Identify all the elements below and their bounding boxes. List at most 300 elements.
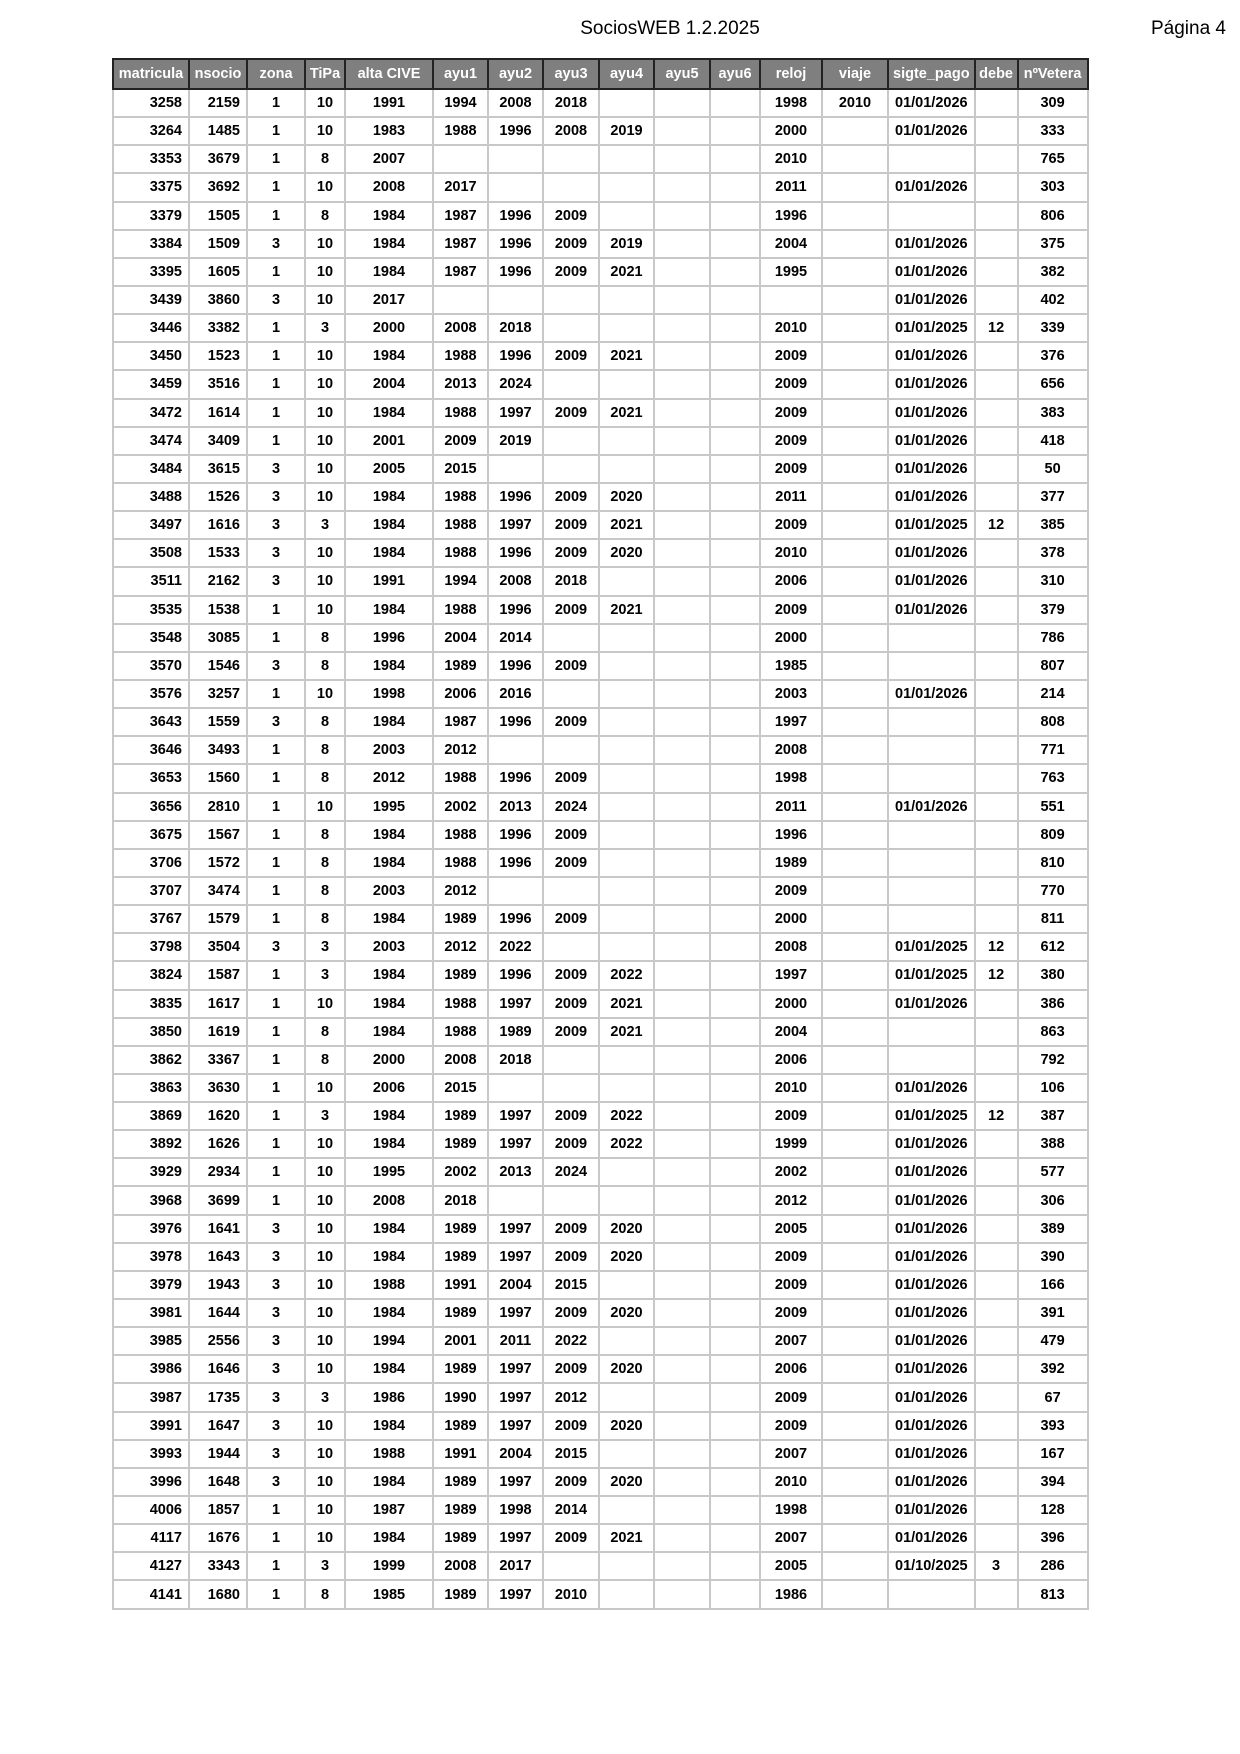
table-row bbox=[113, 1158, 1088, 1186]
cell-ayu3: 2009 bbox=[543, 1215, 599, 1243]
cell-debe: 12 bbox=[975, 1102, 1018, 1130]
cell-ayu2: 1996 bbox=[488, 230, 543, 258]
cell-ayu5 bbox=[654, 1468, 710, 1496]
cell-viaje bbox=[822, 286, 888, 314]
cell-ayu2 bbox=[488, 455, 543, 483]
cell-debe: 12 bbox=[975, 511, 1018, 539]
cell-viaje bbox=[822, 258, 888, 286]
cell-ayu2: 1996 bbox=[488, 539, 543, 567]
cell-alta-cive: 2006 bbox=[345, 1074, 433, 1102]
cell-alta-cive: 1999 bbox=[345, 1552, 433, 1580]
cell-debe bbox=[975, 230, 1018, 258]
cell-sigte-pago: 01/01/2026 bbox=[888, 89, 975, 117]
cell-nsocio: 1644 bbox=[189, 1299, 247, 1327]
cell-tipa: 10 bbox=[305, 1412, 345, 1440]
cell-tipa: 3 bbox=[305, 314, 345, 342]
cell-debe bbox=[975, 202, 1018, 230]
cell-ayu1: 2012 bbox=[433, 933, 488, 961]
cell-tipa: 3 bbox=[305, 1102, 345, 1130]
cell-ayu3: 2024 bbox=[543, 1158, 599, 1186]
cell-nsocio: 2934 bbox=[189, 1158, 247, 1186]
cell-alta-cive: 2017 bbox=[345, 286, 433, 314]
cell-ayu4: 2020 bbox=[599, 1299, 654, 1327]
cell-matricula: 3987 bbox=[113, 1383, 189, 1411]
cell-sigte-pago: 01/01/2026 bbox=[888, 455, 975, 483]
cell-nsocio: 3382 bbox=[189, 314, 247, 342]
cell-nvetera: 167 bbox=[1018, 1440, 1088, 1468]
cell-debe bbox=[975, 821, 1018, 849]
cell-ayu1: 1988 bbox=[433, 483, 488, 511]
cell-viaje bbox=[822, 1552, 888, 1580]
cell-sigte-pago: 01/01/2026 bbox=[888, 117, 975, 145]
cell-nsocio: 3692 bbox=[189, 173, 247, 201]
cell-zona: 1 bbox=[247, 877, 305, 905]
cell-ayu3: 2009 bbox=[543, 202, 599, 230]
cell-matricula: 3767 bbox=[113, 905, 189, 933]
cell-alta-cive: 2007 bbox=[345, 145, 433, 173]
cell-alta-cive: 1984 bbox=[345, 596, 433, 624]
cell-sigte-pago: 01/01/2026 bbox=[888, 1271, 975, 1299]
cell-ayu6 bbox=[710, 202, 760, 230]
table-row bbox=[113, 511, 1088, 539]
cell-ayu3 bbox=[543, 624, 599, 652]
cell-ayu4 bbox=[599, 1074, 654, 1102]
cell-sigte-pago: 01/01/2026 bbox=[888, 1074, 975, 1102]
cell-ayu4: 2021 bbox=[599, 399, 654, 427]
cell-ayu1: 1994 bbox=[433, 89, 488, 117]
cell-ayu4: 2020 bbox=[599, 1355, 654, 1383]
cell-alta-cive: 2000 bbox=[345, 1046, 433, 1074]
cell-ayu6 bbox=[710, 1580, 760, 1608]
cell-nsocio: 1619 bbox=[189, 1018, 247, 1046]
cell-reloj: 2011 bbox=[760, 173, 822, 201]
cell-alta-cive: 1984 bbox=[345, 483, 433, 511]
cell-reloj: 2007 bbox=[760, 1327, 822, 1355]
col-header-sigte-pago: sigte_pago bbox=[888, 59, 975, 89]
cell-ayu4: 2019 bbox=[599, 230, 654, 258]
cell-tipa: 10 bbox=[305, 230, 345, 258]
cell-sigte-pago bbox=[888, 821, 975, 849]
cell-ayu2 bbox=[488, 1074, 543, 1102]
cell-tipa: 10 bbox=[305, 370, 345, 398]
cell-nsocio: 1605 bbox=[189, 258, 247, 286]
cell-alta-cive: 1984 bbox=[345, 961, 433, 989]
cell-nvetera: 479 bbox=[1018, 1327, 1088, 1355]
cell-matricula: 3706 bbox=[113, 849, 189, 877]
cell-ayu3 bbox=[543, 736, 599, 764]
cell-ayu2: 1996 bbox=[488, 202, 543, 230]
cell-reloj: 2010 bbox=[760, 1074, 822, 1102]
cell-reloj: 2012 bbox=[760, 1186, 822, 1214]
cell-ayu2: 1996 bbox=[488, 821, 543, 849]
cell-viaje bbox=[822, 202, 888, 230]
cell-debe bbox=[975, 1074, 1018, 1102]
cell-ayu1: 1990 bbox=[433, 1383, 488, 1411]
cell-ayu1: 1989 bbox=[433, 652, 488, 680]
cell-ayu5 bbox=[654, 427, 710, 455]
cell-ayu5 bbox=[654, 764, 710, 792]
cell-ayu4 bbox=[599, 877, 654, 905]
cell-matricula: 3258 bbox=[113, 89, 189, 117]
cell-tipa: 10 bbox=[305, 1327, 345, 1355]
col-header-debe: debe bbox=[975, 59, 1018, 89]
cell-nsocio: 3860 bbox=[189, 286, 247, 314]
cell-reloj: 1998 bbox=[760, 1496, 822, 1524]
cell-matricula: 3979 bbox=[113, 1271, 189, 1299]
cell-alta-cive: 2003 bbox=[345, 736, 433, 764]
cell-matricula: 3656 bbox=[113, 793, 189, 821]
cell-tipa: 10 bbox=[305, 399, 345, 427]
cell-debe: 12 bbox=[975, 961, 1018, 989]
cell-alta-cive: 2003 bbox=[345, 877, 433, 905]
cell-ayu4: 2020 bbox=[599, 1412, 654, 1440]
cell-sigte-pago: 01/01/2026 bbox=[888, 1186, 975, 1214]
cell-tipa: 10 bbox=[305, 990, 345, 1018]
cell-matricula: 3472 bbox=[113, 399, 189, 427]
cell-viaje bbox=[822, 1074, 888, 1102]
cell-debe bbox=[975, 1271, 1018, 1299]
cell-ayu4 bbox=[599, 1327, 654, 1355]
cell-tipa: 10 bbox=[305, 1468, 345, 1496]
cell-matricula: 3459 bbox=[113, 370, 189, 398]
cell-ayu6 bbox=[710, 1243, 760, 1271]
cell-ayu1: 1989 bbox=[433, 1215, 488, 1243]
cell-ayu6 bbox=[710, 933, 760, 961]
cell-sigte-pago: 01/01/2025 bbox=[888, 933, 975, 961]
cell-debe bbox=[975, 567, 1018, 595]
cell-ayu1: 2008 bbox=[433, 314, 488, 342]
table-row bbox=[113, 258, 1088, 286]
table-row bbox=[113, 145, 1088, 173]
cell-zona: 3 bbox=[247, 1412, 305, 1440]
cell-ayu6 bbox=[710, 1440, 760, 1468]
cell-viaje bbox=[822, 1102, 888, 1130]
cell-ayu3: 2009 bbox=[543, 990, 599, 1018]
cell-debe: 12 bbox=[975, 314, 1018, 342]
cell-ayu3: 2009 bbox=[543, 1130, 599, 1158]
cell-nvetera: 810 bbox=[1018, 849, 1088, 877]
cell-ayu2 bbox=[488, 173, 543, 201]
cell-ayu4 bbox=[599, 286, 654, 314]
cell-ayu2 bbox=[488, 877, 543, 905]
cell-matricula: 3576 bbox=[113, 680, 189, 708]
cell-zona: 3 bbox=[247, 1355, 305, 1383]
cell-ayu4 bbox=[599, 427, 654, 455]
cell-ayu3: 2010 bbox=[543, 1580, 599, 1608]
cell-alta-cive: 1984 bbox=[345, 342, 433, 370]
cell-ayu1: 1989 bbox=[433, 1524, 488, 1552]
cell-ayu3: 2009 bbox=[543, 596, 599, 624]
cell-ayu4 bbox=[599, 1552, 654, 1580]
cell-debe: 12 bbox=[975, 933, 1018, 961]
cell-ayu5 bbox=[654, 1271, 710, 1299]
cell-ayu6 bbox=[710, 624, 760, 652]
cell-ayu1: 1987 bbox=[433, 202, 488, 230]
cell-nsocio: 3615 bbox=[189, 455, 247, 483]
cell-ayu5 bbox=[654, 680, 710, 708]
cell-viaje bbox=[822, 652, 888, 680]
cell-ayu6 bbox=[710, 1552, 760, 1580]
cell-reloj: 1997 bbox=[760, 708, 822, 736]
cell-viaje bbox=[822, 145, 888, 173]
cell-nsocio: 1509 bbox=[189, 230, 247, 258]
cell-ayu5 bbox=[654, 961, 710, 989]
cell-ayu3 bbox=[543, 145, 599, 173]
cell-ayu2: 1997 bbox=[488, 1468, 543, 1496]
cell-reloj: 1998 bbox=[760, 89, 822, 117]
cell-sigte-pago bbox=[888, 877, 975, 905]
cell-ayu1: 1988 bbox=[433, 539, 488, 567]
cell-ayu6 bbox=[710, 1524, 760, 1552]
cell-nsocio: 1648 bbox=[189, 1468, 247, 1496]
cell-ayu1: 1987 bbox=[433, 258, 488, 286]
cell-ayu1 bbox=[433, 145, 488, 173]
cell-viaje bbox=[822, 961, 888, 989]
cell-matricula: 3985 bbox=[113, 1327, 189, 1355]
cell-ayu5 bbox=[654, 652, 710, 680]
cell-alta-cive: 1984 bbox=[345, 1102, 433, 1130]
table-row bbox=[113, 933, 1088, 961]
cell-nvetera: 333 bbox=[1018, 117, 1088, 145]
cell-nsocio: 1523 bbox=[189, 342, 247, 370]
cell-ayu1: 2012 bbox=[433, 736, 488, 764]
cell-debe bbox=[975, 1215, 1018, 1243]
cell-nsocio: 3367 bbox=[189, 1046, 247, 1074]
cell-ayu1: 1989 bbox=[433, 1243, 488, 1271]
cell-ayu4 bbox=[599, 708, 654, 736]
cell-ayu1: 1989 bbox=[433, 961, 488, 989]
cell-ayu3: 2018 bbox=[543, 567, 599, 595]
cell-ayu1: 1988 bbox=[433, 990, 488, 1018]
cell-nvetera: 806 bbox=[1018, 202, 1088, 230]
cell-tipa: 8 bbox=[305, 877, 345, 905]
cell-ayu4: 2021 bbox=[599, 596, 654, 624]
cell-reloj: 1996 bbox=[760, 821, 822, 849]
cell-alta-cive: 1984 bbox=[345, 258, 433, 286]
cell-ayu2: 1997 bbox=[488, 1412, 543, 1440]
cell-tipa: 10 bbox=[305, 286, 345, 314]
cell-ayu2: 1997 bbox=[488, 511, 543, 539]
cell-nvetera: 394 bbox=[1018, 1468, 1088, 1496]
cell-tipa: 10 bbox=[305, 1355, 345, 1383]
cell-ayu4 bbox=[599, 145, 654, 173]
cell-tipa: 3 bbox=[305, 933, 345, 961]
cell-ayu5 bbox=[654, 455, 710, 483]
cell-nvetera: 375 bbox=[1018, 230, 1088, 258]
table-row bbox=[113, 905, 1088, 933]
cell-reloj bbox=[760, 286, 822, 314]
cell-alta-cive: 1984 bbox=[345, 652, 433, 680]
cell-matricula: 3978 bbox=[113, 1243, 189, 1271]
cell-debe bbox=[975, 342, 1018, 370]
cell-matricula: 3993 bbox=[113, 1440, 189, 1468]
cell-ayu6 bbox=[710, 1412, 760, 1440]
table-row bbox=[113, 1440, 1088, 1468]
cell-nvetera: 380 bbox=[1018, 961, 1088, 989]
table-row bbox=[113, 1130, 1088, 1158]
cell-nvetera: 214 bbox=[1018, 680, 1088, 708]
cell-nvetera: 551 bbox=[1018, 793, 1088, 821]
cell-tipa: 8 bbox=[305, 1018, 345, 1046]
cell-zona: 3 bbox=[247, 1299, 305, 1327]
cell-alta-cive: 1987 bbox=[345, 1496, 433, 1524]
cell-matricula: 3986 bbox=[113, 1355, 189, 1383]
cell-ayu1: 1989 bbox=[433, 1468, 488, 1496]
table-row bbox=[113, 1468, 1088, 1496]
cell-ayu2 bbox=[488, 286, 543, 314]
cell-ayu2 bbox=[488, 736, 543, 764]
cell-ayu6 bbox=[710, 1158, 760, 1186]
cell-ayu2: 1996 bbox=[488, 708, 543, 736]
cell-nvetera: 656 bbox=[1018, 370, 1088, 398]
cell-nvetera: 388 bbox=[1018, 1130, 1088, 1158]
cell-nvetera: 306 bbox=[1018, 1186, 1088, 1214]
cell-ayu3: 2018 bbox=[543, 89, 599, 117]
table-header-row bbox=[113, 59, 1088, 89]
cell-tipa: 10 bbox=[305, 680, 345, 708]
cell-debe bbox=[975, 1327, 1018, 1355]
cell-reloj: 2000 bbox=[760, 624, 822, 652]
cell-ayu5 bbox=[654, 230, 710, 258]
cell-ayu5 bbox=[654, 314, 710, 342]
cell-tipa: 3 bbox=[305, 511, 345, 539]
cell-tipa: 8 bbox=[305, 764, 345, 792]
cell-zona: 1 bbox=[247, 1552, 305, 1580]
cell-nvetera: 393 bbox=[1018, 1412, 1088, 1440]
cell-reloj: 1997 bbox=[760, 961, 822, 989]
cell-ayu2 bbox=[488, 1186, 543, 1214]
cell-nvetera: 763 bbox=[1018, 764, 1088, 792]
cell-sigte-pago: 01/01/2026 bbox=[888, 680, 975, 708]
cell-ayu3 bbox=[543, 286, 599, 314]
cell-debe bbox=[975, 680, 1018, 708]
cell-ayu1: 2012 bbox=[433, 877, 488, 905]
cell-nsocio: 3409 bbox=[189, 427, 247, 455]
cell-ayu4 bbox=[599, 849, 654, 877]
cell-ayu6 bbox=[710, 680, 760, 708]
cell-ayu5 bbox=[654, 1524, 710, 1552]
cell-ayu6 bbox=[710, 399, 760, 427]
cell-ayu6 bbox=[710, 89, 760, 117]
cell-ayu4 bbox=[599, 1186, 654, 1214]
cell-zona: 3 bbox=[247, 483, 305, 511]
cell-sigte-pago: 01/01/2026 bbox=[888, 1327, 975, 1355]
cell-nsocio: 1526 bbox=[189, 483, 247, 511]
cell-ayu4: 2020 bbox=[599, 483, 654, 511]
cell-zona: 1 bbox=[247, 314, 305, 342]
cell-zona: 1 bbox=[247, 736, 305, 764]
cell-ayu4 bbox=[599, 624, 654, 652]
cell-ayu6 bbox=[710, 1355, 760, 1383]
cell-ayu3: 2009 bbox=[543, 905, 599, 933]
cell-ayu4 bbox=[599, 173, 654, 201]
cell-zona: 1 bbox=[247, 202, 305, 230]
cell-ayu1: 2001 bbox=[433, 1327, 488, 1355]
cell-ayu3: 2009 bbox=[543, 1524, 599, 1552]
table-row bbox=[113, 1327, 1088, 1355]
cell-debe bbox=[975, 455, 1018, 483]
cell-tipa: 3 bbox=[305, 1552, 345, 1580]
cell-ayu2: 1998 bbox=[488, 1496, 543, 1524]
cell-ayu1: 1989 bbox=[433, 1130, 488, 1158]
cell-ayu3 bbox=[543, 1186, 599, 1214]
cell-ayu6 bbox=[710, 483, 760, 511]
cell-zona: 3 bbox=[247, 455, 305, 483]
cell-debe bbox=[975, 286, 1018, 314]
cell-reloj: 1985 bbox=[760, 652, 822, 680]
cell-reloj: 2010 bbox=[760, 1468, 822, 1496]
cell-ayu5 bbox=[654, 342, 710, 370]
cell-matricula: 3511 bbox=[113, 567, 189, 595]
cell-viaje bbox=[822, 933, 888, 961]
cell-ayu5 bbox=[654, 1130, 710, 1158]
cell-ayu3: 2009 bbox=[543, 342, 599, 370]
cell-matricula: 3869 bbox=[113, 1102, 189, 1130]
cell-viaje bbox=[822, 511, 888, 539]
cell-ayu2: 2008 bbox=[488, 89, 543, 117]
cell-sigte-pago: 01/01/2026 bbox=[888, 539, 975, 567]
cell-nsocio: 1735 bbox=[189, 1383, 247, 1411]
cell-matricula: 3264 bbox=[113, 117, 189, 145]
cell-sigte-pago: 01/01/2026 bbox=[888, 793, 975, 821]
cell-reloj: 1995 bbox=[760, 258, 822, 286]
cell-ayu6 bbox=[710, 427, 760, 455]
cell-nvetera: 377 bbox=[1018, 483, 1088, 511]
cell-ayu1: 2006 bbox=[433, 680, 488, 708]
cell-ayu3: 2008 bbox=[543, 117, 599, 145]
cell-debe bbox=[975, 1496, 1018, 1524]
cell-debe bbox=[975, 652, 1018, 680]
cell-viaje bbox=[822, 680, 888, 708]
cell-viaje bbox=[822, 1158, 888, 1186]
cell-nsocio: 1641 bbox=[189, 1215, 247, 1243]
cell-ayu2: 1996 bbox=[488, 961, 543, 989]
cell-ayu5 bbox=[654, 596, 710, 624]
cell-reloj: 2007 bbox=[760, 1440, 822, 1468]
cell-ayu6 bbox=[710, 1299, 760, 1327]
cell-ayu5 bbox=[654, 1355, 710, 1383]
cell-sigte-pago: 01/01/2026 bbox=[888, 1468, 975, 1496]
cell-ayu3: 2009 bbox=[543, 1102, 599, 1130]
cell-ayu4: 2021 bbox=[599, 1524, 654, 1552]
cell-ayu5 bbox=[654, 708, 710, 736]
cell-sigte-pago: 01/01/2026 bbox=[888, 370, 975, 398]
cell-ayu4 bbox=[599, 1496, 654, 1524]
table-row bbox=[113, 399, 1088, 427]
cell-ayu6 bbox=[710, 173, 760, 201]
cell-viaje bbox=[822, 173, 888, 201]
cell-ayu1: 1988 bbox=[433, 117, 488, 145]
cell-debe bbox=[975, 370, 1018, 398]
col-header-ayu2: ayu2 bbox=[488, 59, 543, 89]
cell-viaje bbox=[822, 736, 888, 764]
cell-zona: 3 bbox=[247, 1383, 305, 1411]
cell-tipa: 10 bbox=[305, 1271, 345, 1299]
cell-ayu3: 2009 bbox=[543, 1355, 599, 1383]
cell-matricula: 4127 bbox=[113, 1552, 189, 1580]
cell-tipa: 10 bbox=[305, 567, 345, 595]
cell-ayu6 bbox=[710, 1102, 760, 1130]
cell-sigte-pago: 01/01/2026 bbox=[888, 596, 975, 624]
cell-reloj: 2000 bbox=[760, 905, 822, 933]
cell-ayu6 bbox=[710, 596, 760, 624]
cell-ayu2 bbox=[488, 145, 543, 173]
cell-ayu2: 1997 bbox=[488, 399, 543, 427]
cell-nvetera: 309 bbox=[1018, 89, 1088, 117]
cell-nsocio: 3257 bbox=[189, 680, 247, 708]
cell-viaje bbox=[822, 1468, 888, 1496]
cell-tipa: 10 bbox=[305, 117, 345, 145]
